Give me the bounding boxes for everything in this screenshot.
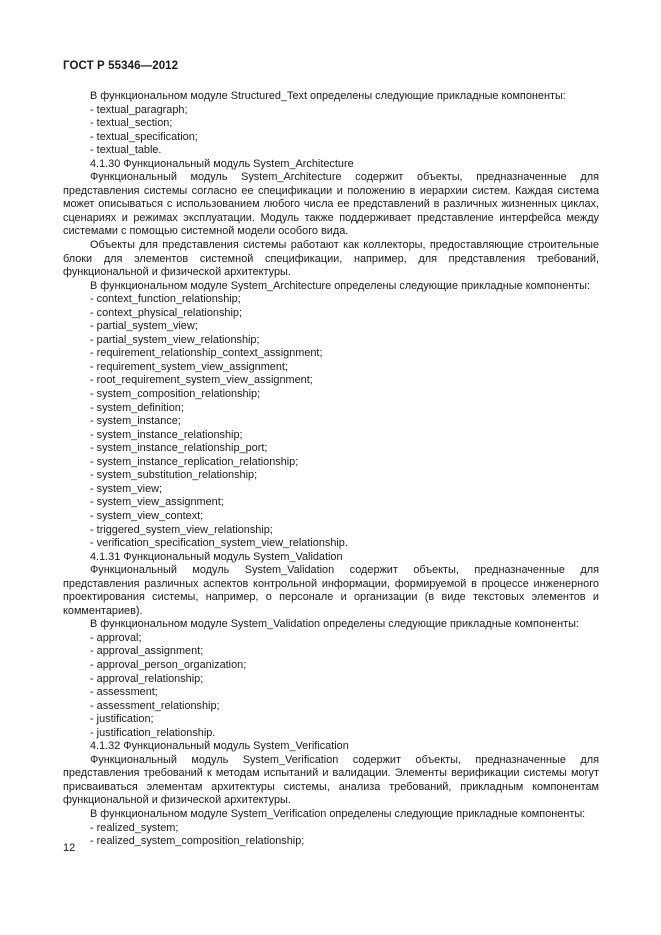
list-item-text: system_view_context;: [96, 509, 204, 522]
system-validation-heading: 4.1.31 Функциональный модуль System_Validation: [90, 550, 343, 563]
list-item: [90, 361, 599, 375]
list-bullet: -: [90, 482, 94, 495]
list-bullet: -: [90, 496, 94, 509]
list-item: [90, 727, 599, 741]
list-item-text: realized_system;: [96, 821, 179, 834]
system-validation-list: [63, 632, 599, 740]
list-item-text: textual_specification;: [96, 130, 198, 143]
list-item: [90, 713, 599, 727]
list-item: [90, 822, 599, 836]
list-bullet: -: [90, 835, 94, 848]
list-item-text: partial_system_view;: [96, 320, 198, 333]
list-bullet: -: [90, 401, 94, 414]
document-id-header: ГОСТ Р 55346—2012: [63, 60, 179, 72]
list-item: [90, 347, 599, 361]
list-item-text: system_instance_relationship;: [96, 428, 243, 441]
list-item: [90, 334, 599, 348]
list-item-text: system_definition;: [96, 401, 184, 414]
list-bullet: -: [90, 360, 94, 373]
list-bullet: -: [90, 523, 94, 536]
list-item: [90, 456, 599, 470]
list-item-text: assessment;: [96, 686, 158, 699]
list-item: [90, 673, 599, 687]
list-item: [90, 483, 599, 497]
list-item: [90, 659, 599, 673]
list-item-text: system_view;: [96, 482, 163, 495]
list-item: [90, 144, 599, 158]
list-item-text: textual_paragraph;: [96, 103, 188, 116]
list-item: [90, 686, 599, 700]
list-item: [90, 374, 599, 388]
system-architecture-list: [63, 293, 599, 550]
structured-text-intro: В функциональном модуле Structured_Text определены следующие прикладные компоненты:: [90, 90, 566, 102]
list-bullet: -: [90, 415, 94, 428]
list-item-text: system_substitution_relationship;: [96, 469, 258, 482]
list-item-text: justification;: [96, 713, 154, 726]
list-item: [90, 307, 599, 321]
list-item-text: approval_person_organization;: [96, 658, 247, 671]
list-item-text: context_function_relationship;: [96, 293, 241, 306]
system-verification-paragraph-1: Функциональный модуль System_Verification содержит объекты, предназначенные для представления требований к методам испытаний и валидации. Элементы верификации системы могут присваиваться элементам архитектуры системы, анализа требований, прикладным компонентам функциональной и физической архитектуры.: [63, 753, 599, 807]
list-item: [90, 524, 599, 538]
list-item-text: partial_system_view_relationship;: [96, 333, 260, 346]
list-item-text: context_physical_relationship;: [96, 306, 242, 319]
list-item: [90, 700, 599, 714]
list-item: [90, 104, 599, 118]
list-bullet: -: [90, 821, 94, 834]
page-content: [63, 90, 599, 849]
list-item-text: system_instance_relationship_port;: [96, 442, 268, 455]
list-item: [90, 293, 599, 307]
list-bullet: -: [90, 428, 94, 441]
list-item-text: realized_system_composition_relationship;: [96, 835, 305, 848]
list-bullet: -: [90, 631, 94, 644]
list-item: [90, 117, 599, 131]
list-bullet: -: [90, 333, 94, 346]
list-item: [90, 402, 599, 416]
list-bullet: -: [90, 117, 94, 130]
list-item: [90, 835, 599, 849]
list-item-text: assessment_relationship;: [96, 699, 220, 712]
list-bullet: -: [90, 347, 94, 360]
list-bullet: -: [90, 306, 94, 319]
list-item-text: system_view_assignment;: [96, 496, 224, 509]
list-bullet: -: [90, 455, 94, 468]
structured-text-list: [63, 104, 599, 158]
system-verification-heading: 4.1.32 Функциональный модуль System_Verification: [90, 740, 349, 753]
list-item: [90, 645, 599, 659]
list-bullet: -: [90, 293, 94, 306]
list-bullet: -: [90, 388, 94, 401]
list-item: [90, 510, 599, 524]
list-bullet: -: [90, 713, 94, 726]
system-verification-list: [63, 822, 599, 849]
list-bullet: -: [90, 374, 94, 387]
list-bullet: -: [90, 672, 94, 685]
list-item: [90, 429, 599, 443]
list-item-text: system_instance;: [96, 415, 181, 428]
list-item-text: approval;: [96, 631, 142, 644]
list-item: [90, 320, 599, 334]
system-architecture-intro: В функциональном модуле System_Architecture определены следующие прикладные компоненты:: [90, 279, 591, 292]
list-bullet: -: [90, 320, 94, 333]
list-item: [90, 415, 599, 429]
list-item-text: system_instance_replication_relationship;: [96, 455, 299, 468]
list-item: [90, 469, 599, 483]
list-bullet: -: [90, 686, 94, 699]
system-validation-intro: В функциональном модуле System_Validation определены следующие прикладные компоненты:: [90, 618, 579, 631]
list-bullet: -: [90, 658, 94, 671]
system-verification-intro: В функциональном модуле System_Verification определены следующие прикладные компоненты:: [90, 807, 586, 820]
list-item: [90, 632, 599, 646]
system-architecture-paragraph-2: Объекты для представления системы работают как коллекторы, предоставляющие строительные блоки для элементов системной спецификации, например, для представления требований, функциональной и физической архитектуры.: [63, 239, 599, 279]
list-bullet: -: [90, 144, 94, 157]
list-bullet: -: [90, 645, 94, 658]
list-bullet: -: [90, 130, 94, 143]
list-bullet: -: [90, 537, 94, 550]
list-item: [90, 537, 599, 551]
list-bullet: -: [90, 699, 94, 712]
list-item-text: root_requirement_system_view_assignment;: [96, 374, 313, 387]
list-item-text: system_composition_relationship;: [96, 388, 261, 401]
list-bullet: -: [90, 469, 94, 482]
list-item-text: requirement_relationship_context_assignment;: [96, 347, 323, 360]
list-item: [90, 131, 599, 145]
system-validation-paragraph-1: Функциональный модуль System_Validation содержит объекты, предназначенные для представления различных аспектов контрольной информации, формируемой в процессе инженерного проектирования системы, например, о персонале и организации (в виде текстовых элементов и комментариев).: [63, 564, 599, 617]
system-architecture-paragraph-1: Функциональный модуль System_Architecture содержит объекты, предназначенные для представления системы согласно ее спецификации и положению в иерархии систем. Каждая система может описываться с использованием любого числа ее представлений в различных жизненных циклах, сценариях и режимах эксплуатации. Модуль также поддерживает представление интерфейса между системами с помощью системной модели особого вида.: [63, 171, 599, 238]
list-item-text: triggered_system_view_relationship;: [96, 523, 273, 536]
list-item-text: verification_specification_system_view_relationship.: [96, 537, 348, 550]
page-number: 12: [63, 842, 76, 854]
list-bullet: -: [90, 103, 94, 116]
list-item: [90, 442, 599, 456]
list-item-text: justification_relationship.: [96, 726, 216, 739]
list-bullet: -: [90, 509, 94, 522]
list-item-text: textual_table.: [96, 144, 162, 157]
list-item: [90, 496, 599, 510]
list-bullet: -: [90, 442, 94, 455]
list-bullet: -: [90, 726, 94, 739]
list-item-text: requirement_system_view_assignment;: [96, 360, 288, 373]
system-architecture-heading: 4.1.30 Функциональный модуль System_Architecture: [90, 157, 354, 170]
list-item-text: approval_relationship;: [96, 672, 204, 685]
list-item: [90, 388, 599, 402]
list-item-text: textual_section;: [96, 117, 173, 130]
list-item-text: approval_assignment;: [96, 645, 204, 658]
